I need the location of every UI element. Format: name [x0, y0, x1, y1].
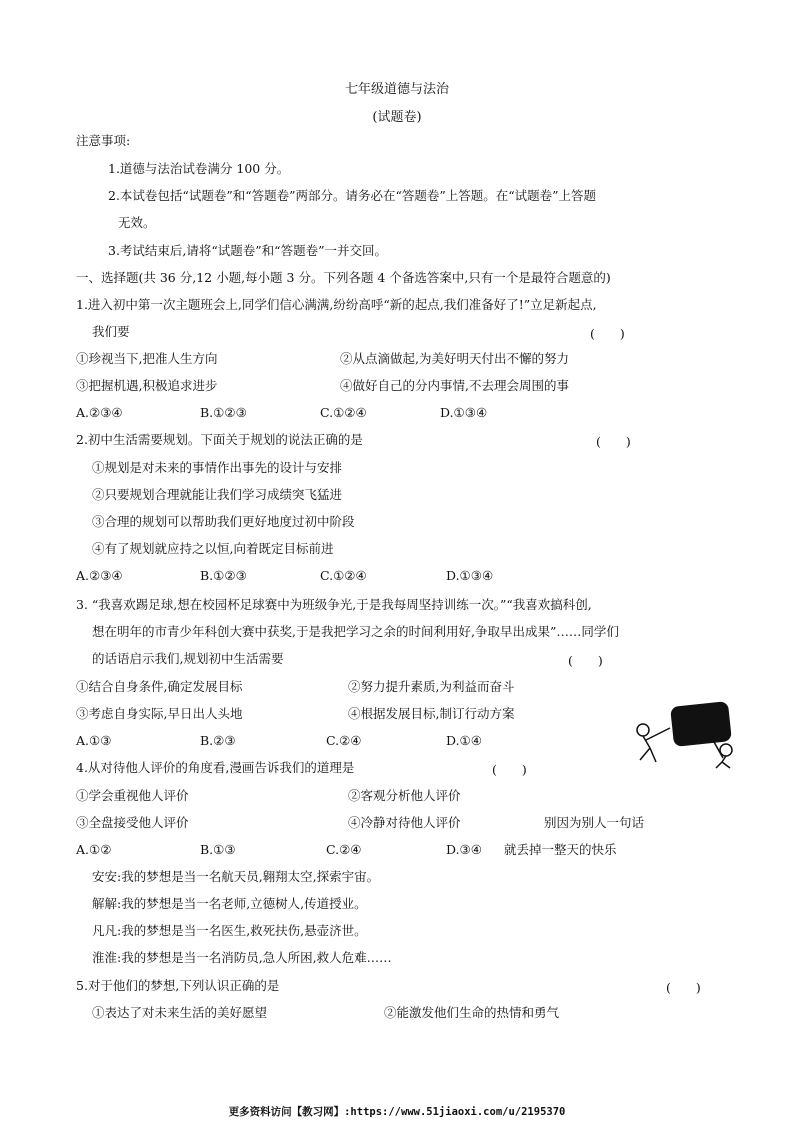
q4-choice-d: D.③④ — [446, 842, 482, 857]
dream-line: 凡凡:我的梦想是当一名医生,救死扶伤,悬壶济世。 — [92, 923, 367, 938]
q2-option: ④有了规划就应持之以恒,向着既定目标前进 — [92, 541, 334, 556]
q1-stem-cont: 我们要 — [92, 324, 130, 339]
section-heading: 一、选择题(共 36 分,12 小题,每小题 3 分。下列各题 4 个备选答案中,只有一个是最符合题意的) — [76, 270, 611, 285]
q4-choice-c: C.②④ — [326, 842, 362, 857]
page-subtitle: (试题卷) — [372, 110, 422, 125]
q4-option: ④冷静对待他人评价 — [348, 815, 461, 830]
cartoon-caption: 别因为别人一句话 — [544, 815, 645, 830]
dream-line: 淮淮:我的梦想是当一名消防员,急人所困,救人危难…… — [92, 950, 392, 965]
q4-stem: 4.从对待他人评价的角度看,漫画告诉我们的道理是 — [76, 760, 355, 775]
q1-option: ②从点滴做起,为美好明天付出不懈的努力 — [340, 351, 569, 366]
q2-choice-a: A.②③④ — [76, 568, 123, 583]
q1-answer-paren: ( ) — [590, 326, 625, 341]
note-item: 3.考试结束后,请将“试题卷”和“答题卷”一并交回。 — [108, 243, 387, 258]
q3-choice-a: A.①③ — [76, 733, 112, 748]
cartoon-caption: 就丢掉一整天的快乐 — [504, 842, 617, 857]
q2-answer-paren: ( ) — [596, 434, 631, 449]
q1-option: ①珍视当下,把准人生方向 — [76, 351, 218, 366]
q1-choice-a: A.②③④ — [76, 405, 123, 420]
q3-choice-d: D.①④ — [446, 733, 482, 748]
q5-stem: 5.对于他们的梦想,下列认识正确的是 — [76, 978, 280, 993]
q4-option: ③全盘接受他人评价 — [76, 815, 189, 830]
q3-stem-cont: 的话语启示我们,规划初中生活需要 — [92, 651, 284, 666]
q4-option: ②客观分析他人评价 — [348, 788, 461, 803]
q2-option: ②只要规划合理就能让我们学习成绩突飞猛进 — [92, 487, 343, 502]
q4-choice-b: B.①③ — [200, 842, 236, 857]
q3-choice-c: C.②④ — [326, 733, 362, 748]
footer-link[interactable]: 更多资料访问【教习网】:https://www.51jiaoxi.com/u/2195370 — [228, 1106, 566, 1118]
q1-stem: 1.进入初中第一次主题班会上,同学们信心满满,纷纷高呼“新的起点,我们准备好了!”立足新起点, — [76, 297, 597, 312]
q3-choice-b: B.②③ — [200, 733, 236, 748]
q3-answer-paren: ( ) — [568, 653, 603, 668]
q2-choice-c: C.①②④ — [320, 568, 367, 583]
note-item: 1.道德与法治试卷满分 100 分。 — [108, 161, 290, 176]
q3-option: ②努力提升素质,为利益而奋斗 — [348, 679, 515, 694]
note-item: 2.本试卷包括“试题卷”和“答题卷”两部分。请务必在“答题卷”上答题。在“试题卷”上答题 — [108, 188, 597, 203]
q1-choice-c: C.①②④ — [320, 405, 367, 420]
q4-option: ①学会重视他人评价 — [76, 788, 189, 803]
q5-answer-paren: ( ) — [666, 980, 701, 995]
notes-heading: 注意事项: — [76, 133, 131, 148]
q4-answer-paren: ( ) — [492, 762, 527, 777]
q4-choice-a: A.①② — [76, 842, 112, 857]
q5-option: ①表达了对未来生活的美好愿望 — [92, 1005, 268, 1020]
q3-stem-cont: 想在明年的市青少年科创大赛中获奖,于是我把学习之余的时间利用好,争取早出成果”……同学们 — [92, 624, 619, 639]
q1-choice-d: D.①③④ — [440, 405, 488, 420]
q3-stem: 3. “我喜欢踢足球,想在校园杯足球赛中为班级争光,于是我每周坚持训练一次。”“我喜欢搞科创, — [76, 597, 592, 612]
q3-option: ④根据发展目标,制订行动方案 — [348, 706, 515, 721]
dream-line: 解解:我的梦想是当一名老师,立德树人,传道授业。 — [92, 896, 367, 911]
dream-line: 安安:我的梦想是当一名航天员,翱翔太空,探索宇宙。 — [92, 869, 380, 884]
q3-option: ③考虑自身实际,早日出人头地 — [76, 706, 243, 721]
cartoon-illustration — [626, 700, 744, 770]
note-item: 无效。 — [118, 215, 156, 230]
q2-choice-b: B.①②③ — [200, 568, 247, 583]
q2-stem: 2.初中生活需要规划。下面关于规划的说法正确的是 — [76, 432, 363, 447]
q2-choice-d: D.①③④ — [446, 568, 494, 583]
q5-option: ②能激发他们生命的热情和勇气 — [384, 1005, 560, 1020]
q1-option: ③把握机遇,积极追求进步 — [76, 378, 218, 393]
q3-option: ①结合自身条件,确定发展目标 — [76, 679, 243, 694]
page-title: 七年级道德与法治 — [344, 82, 449, 97]
q1-choice-b: B.①②③ — [200, 405, 247, 420]
q2-option: ①规划是对未来的事情作出事先的设计与安排 — [92, 460, 343, 475]
q2-option: ③合理的规划可以帮助我们更好地度过初中阶段 — [92, 514, 355, 529]
q1-option: ④做好自己的分内事情,不去理会周围的事 — [340, 378, 569, 393]
